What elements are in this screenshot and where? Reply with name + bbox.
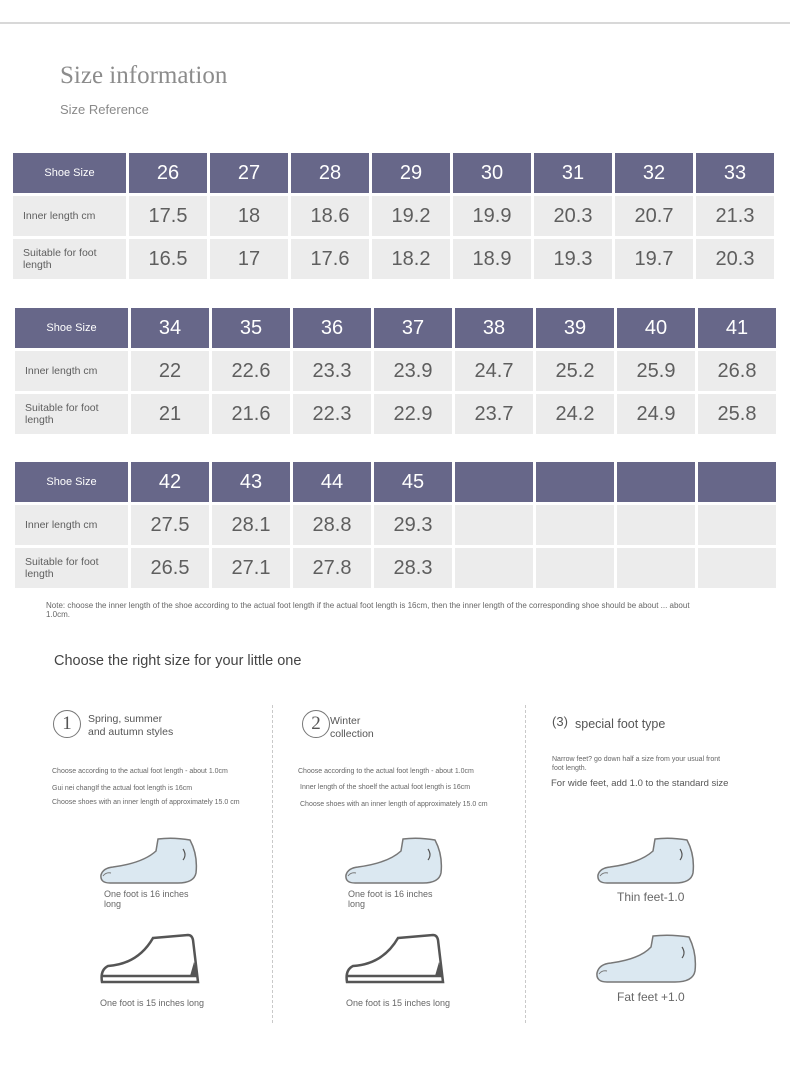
step-number-2: 2 (302, 710, 330, 738)
foot-length-label: Suitable for foot length (13, 239, 126, 279)
column-2-title-line1: Winter (330, 715, 361, 727)
inner-cell (455, 505, 533, 545)
inner-length-row (15, 505, 776, 545)
inner-cell: 20.3 (534, 196, 612, 236)
size-table-2 (12, 305, 779, 437)
column-divider (525, 705, 526, 1023)
column-1-title-line2: and autumn styles (88, 726, 174, 738)
size-note: Note: choose the inner length of the shoe according to the actual foot length if the actual foot length is 16cm, then the inner length of the corresponding shoe should be about ... about 1.0cm. (46, 601, 690, 619)
foot-length-row (15, 548, 776, 588)
size-cell: 29 (372, 153, 450, 193)
size-cell: 41 (698, 308, 776, 348)
foot-cell: 23.7 (455, 394, 533, 434)
size-cell (455, 462, 533, 502)
foot-cell: 27.8 (293, 548, 371, 588)
thin-feet-caption: Thin feet-1.0 (617, 890, 685, 904)
foot-cell: 25.8 (698, 394, 776, 434)
foot-cell: 26.5 (131, 548, 209, 588)
foot-cell: 24.2 (536, 394, 614, 434)
foot-cell (617, 548, 695, 588)
foot-cell: 21.6 (212, 394, 290, 434)
inner-cell: 21.3 (696, 196, 774, 236)
inner-cell: 18.6 (291, 196, 369, 236)
size-cell: 31 (534, 153, 612, 193)
foot-length-label: Suitable for foot length (15, 548, 128, 588)
column-divider (272, 705, 273, 1023)
column-3-title: special foot type (575, 717, 666, 731)
size-cell: 34 (131, 308, 209, 348)
size-cell: 27 (210, 153, 288, 193)
inner-cell: 23.3 (293, 351, 371, 391)
size-table-1 (10, 150, 777, 282)
inner-cell: 28.8 (293, 505, 371, 545)
foot-length-row (15, 394, 776, 434)
size-cell: 36 (293, 308, 371, 348)
shoe-icon (98, 930, 203, 990)
foot-cell: 17.6 (291, 239, 369, 279)
foot-cell: 21 (131, 394, 209, 434)
foot-cell: 24.9 (617, 394, 695, 434)
size-cell: 30 (453, 153, 531, 193)
inner-cell: 19.2 (372, 196, 450, 236)
inner-cell: 28.1 (212, 505, 290, 545)
foot-cell (698, 548, 776, 588)
step-number-3-text: 3) (556, 714, 568, 729)
inner-length-label: Inner length cm (15, 351, 128, 391)
column-1-caption2: One foot is 15 inches long (100, 998, 205, 1008)
inner-cell: 22.6 (212, 351, 290, 391)
inner-length-label: Inner length cm (15, 505, 128, 545)
foot-cell: 20.3 (696, 239, 774, 279)
size-table-3 (12, 459, 779, 591)
inner-cell: 17.5 (129, 196, 207, 236)
inner-cell: 27.5 (131, 505, 209, 545)
foot-cell (455, 548, 533, 588)
step-number-1: 1 (53, 710, 81, 738)
column-2-title-line2: collection (330, 728, 374, 740)
shoe-size-label: Shoe Size (15, 308, 128, 348)
choose-size-heading: Choose the right size for your little one (54, 653, 302, 669)
size-cell: 40 (617, 308, 695, 348)
shoe-size-row (13, 153, 774, 193)
foot-cell: 17 (210, 239, 288, 279)
shoe-size-row (15, 308, 776, 348)
shoe-size-row (15, 462, 776, 502)
inner-cell: 23.9 (374, 351, 452, 391)
inner-length-row (13, 196, 774, 236)
foot-icon (98, 835, 203, 890)
size-cell: 33 (696, 153, 774, 193)
top-divider (0, 22, 790, 24)
size-cell: 42 (131, 462, 209, 502)
size-cell: 43 (212, 462, 290, 502)
column-1-caption1: One foot is 16 inches long (104, 889, 189, 909)
size-cell: 37 (374, 308, 452, 348)
foot-cell: 28.3 (374, 548, 452, 588)
page-subtitle: Size Reference (60, 102, 149, 117)
column-1-text3: Choose shoes with an inner length of approximately 15.0 cm (52, 799, 240, 806)
column-2-text1: Choose according to the actual foot length - about 1.0cm (298, 768, 474, 775)
size-cell: 38 (455, 308, 533, 348)
foot-cell: 16.5 (129, 239, 207, 279)
foot-length-row (13, 239, 774, 279)
fat-feet-caption: Fat feet +1.0 (617, 990, 685, 1004)
column-2-text2: Inner length of the shoelf the actual foot length is 16cm (300, 784, 471, 791)
inner-cell (698, 505, 776, 545)
inner-cell: 24.7 (455, 351, 533, 391)
inner-length-row (15, 351, 776, 391)
column-3-text1: Narrow feet? go down half a size from your usual front foot length. (552, 756, 721, 772)
inner-cell: 29.3 (374, 505, 452, 545)
size-cell (536, 462, 614, 502)
inner-cell: 26.8 (698, 351, 776, 391)
foot-cell: 22.3 (293, 394, 371, 434)
inner-cell: 22 (131, 351, 209, 391)
inner-cell: 20.7 (615, 196, 693, 236)
wide-feet-text: For wide feet, add 1.0 to the standard size (551, 778, 729, 789)
column-2-caption1: One foot is 16 inches long (348, 889, 433, 909)
size-cell: 26 (129, 153, 207, 193)
fat-foot-icon (595, 933, 700, 988)
column-1-title-line1: Spring, summer (88, 713, 163, 725)
column-2-caption2: One foot is 15 inches long (346, 998, 451, 1008)
column-1-text1: Choose according to the actual foot length - about 1.0cm (52, 768, 228, 775)
inner-cell: 25.2 (536, 351, 614, 391)
column-2-text3: Choose shoes with an inner length of approximately 15.0 cm (300, 801, 488, 808)
inner-cell (536, 505, 614, 545)
inner-cell: 25.9 (617, 351, 695, 391)
step-number-3: (3) (552, 714, 568, 729)
foot-cell (536, 548, 614, 588)
inner-cell (617, 505, 695, 545)
size-cell (617, 462, 695, 502)
foot-cell: 19.3 (534, 239, 612, 279)
inner-cell: 18 (210, 196, 288, 236)
size-cell: 32 (615, 153, 693, 193)
foot-length-label: Suitable for foot length (15, 394, 128, 434)
size-cell: 35 (212, 308, 290, 348)
shoe-size-label: Shoe Size (13, 153, 126, 193)
size-cell: 44 (293, 462, 371, 502)
foot-cell: 18.9 (453, 239, 531, 279)
foot-cell: 22.9 (374, 394, 452, 434)
size-cell: 39 (536, 308, 614, 348)
column-1-text2: Gui nei changIf the actual foot length is 16cm (52, 785, 193, 792)
foot-cell: 19.7 (615, 239, 693, 279)
size-cell (698, 462, 776, 502)
page-title: Size information (60, 62, 228, 89)
foot-cell: 27.1 (212, 548, 290, 588)
foot-icon (343, 835, 448, 890)
inner-cell: 19.9 (453, 196, 531, 236)
thin-foot-icon (595, 835, 700, 890)
size-cell: 45 (374, 462, 452, 502)
shoe-icon (343, 930, 448, 990)
foot-cell: 18.2 (372, 239, 450, 279)
shoe-size-label: Shoe Size (15, 462, 128, 502)
inner-length-label: Inner length cm (13, 196, 126, 236)
size-cell: 28 (291, 153, 369, 193)
